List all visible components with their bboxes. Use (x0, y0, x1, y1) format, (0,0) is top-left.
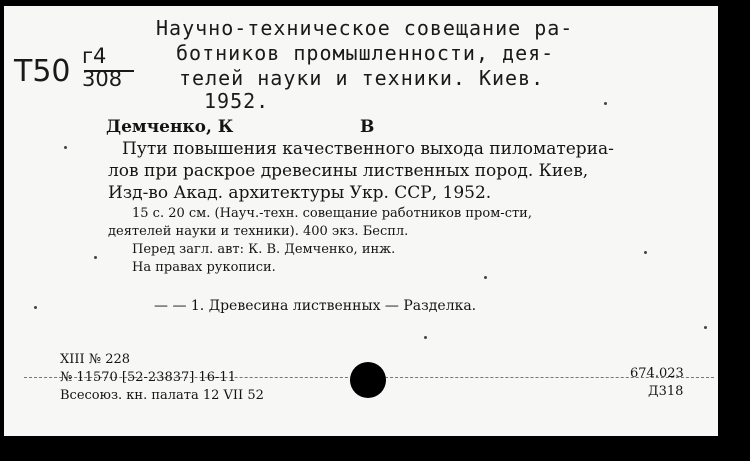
footer-order-number: № 11570 [52-23837] 16-11 (60, 370, 236, 385)
handwritten-note-line-2: ботников промышленности, дея- (176, 41, 555, 65)
handwritten-note-line-1: Научно-техническое совещание ра- (156, 16, 574, 40)
title-line-3: Изд-во Акад. архитектуры Укр. ССР, 1952. (108, 183, 492, 203)
subject-tracing: — — 1. Древесина лиственных — Разделка. (154, 298, 477, 314)
handwritten-note-line-3: телей науки и техники. Киев. (179, 66, 545, 90)
speck-mark (94, 256, 97, 259)
title-line-2: лов при раскрое древесины лиственных пород. Киев, (108, 161, 589, 181)
shelfmark-top: г4 (82, 44, 107, 68)
title-line-1: Пути повышения качественного выхода пиломатериа- (122, 139, 614, 159)
author-initial: В (360, 117, 375, 137)
speck-mark (34, 306, 37, 309)
classification-udc: 674.023 (630, 366, 684, 381)
catalog-card (4, 6, 718, 436)
description-line-2: деятелей науки и техники). 400 экз. Беспл. (108, 224, 409, 239)
speck-mark (704, 326, 707, 329)
note-author-statement: Перед загл. авт: К. В. Демченко, инж. (132, 242, 396, 257)
speck-mark (64, 146, 67, 149)
speck-mark (644, 251, 647, 254)
classification-author-mark: Д318 (648, 384, 684, 399)
handwritten-note-line-4: 1952. (204, 89, 270, 113)
speck-mark (604, 102, 607, 105)
speck-mark (424, 336, 427, 339)
note-restriction: На правах рукописи. (132, 260, 276, 275)
card-punch-hole (350, 362, 386, 398)
footer-registration: XIII № 228 (60, 352, 131, 367)
author-name: Демченко, К (106, 117, 234, 137)
shelfmark-main: Т50 (14, 54, 71, 89)
footer-chamber: Всесоюз. кн. палата 12 VII 52 (60, 388, 264, 403)
description-line-1: 15 с. 20 см. (Науч.-техн. совещание работников пром-сти, (132, 206, 532, 221)
speck-mark (484, 276, 487, 279)
shelfmark-bottom: 308 (82, 67, 123, 91)
